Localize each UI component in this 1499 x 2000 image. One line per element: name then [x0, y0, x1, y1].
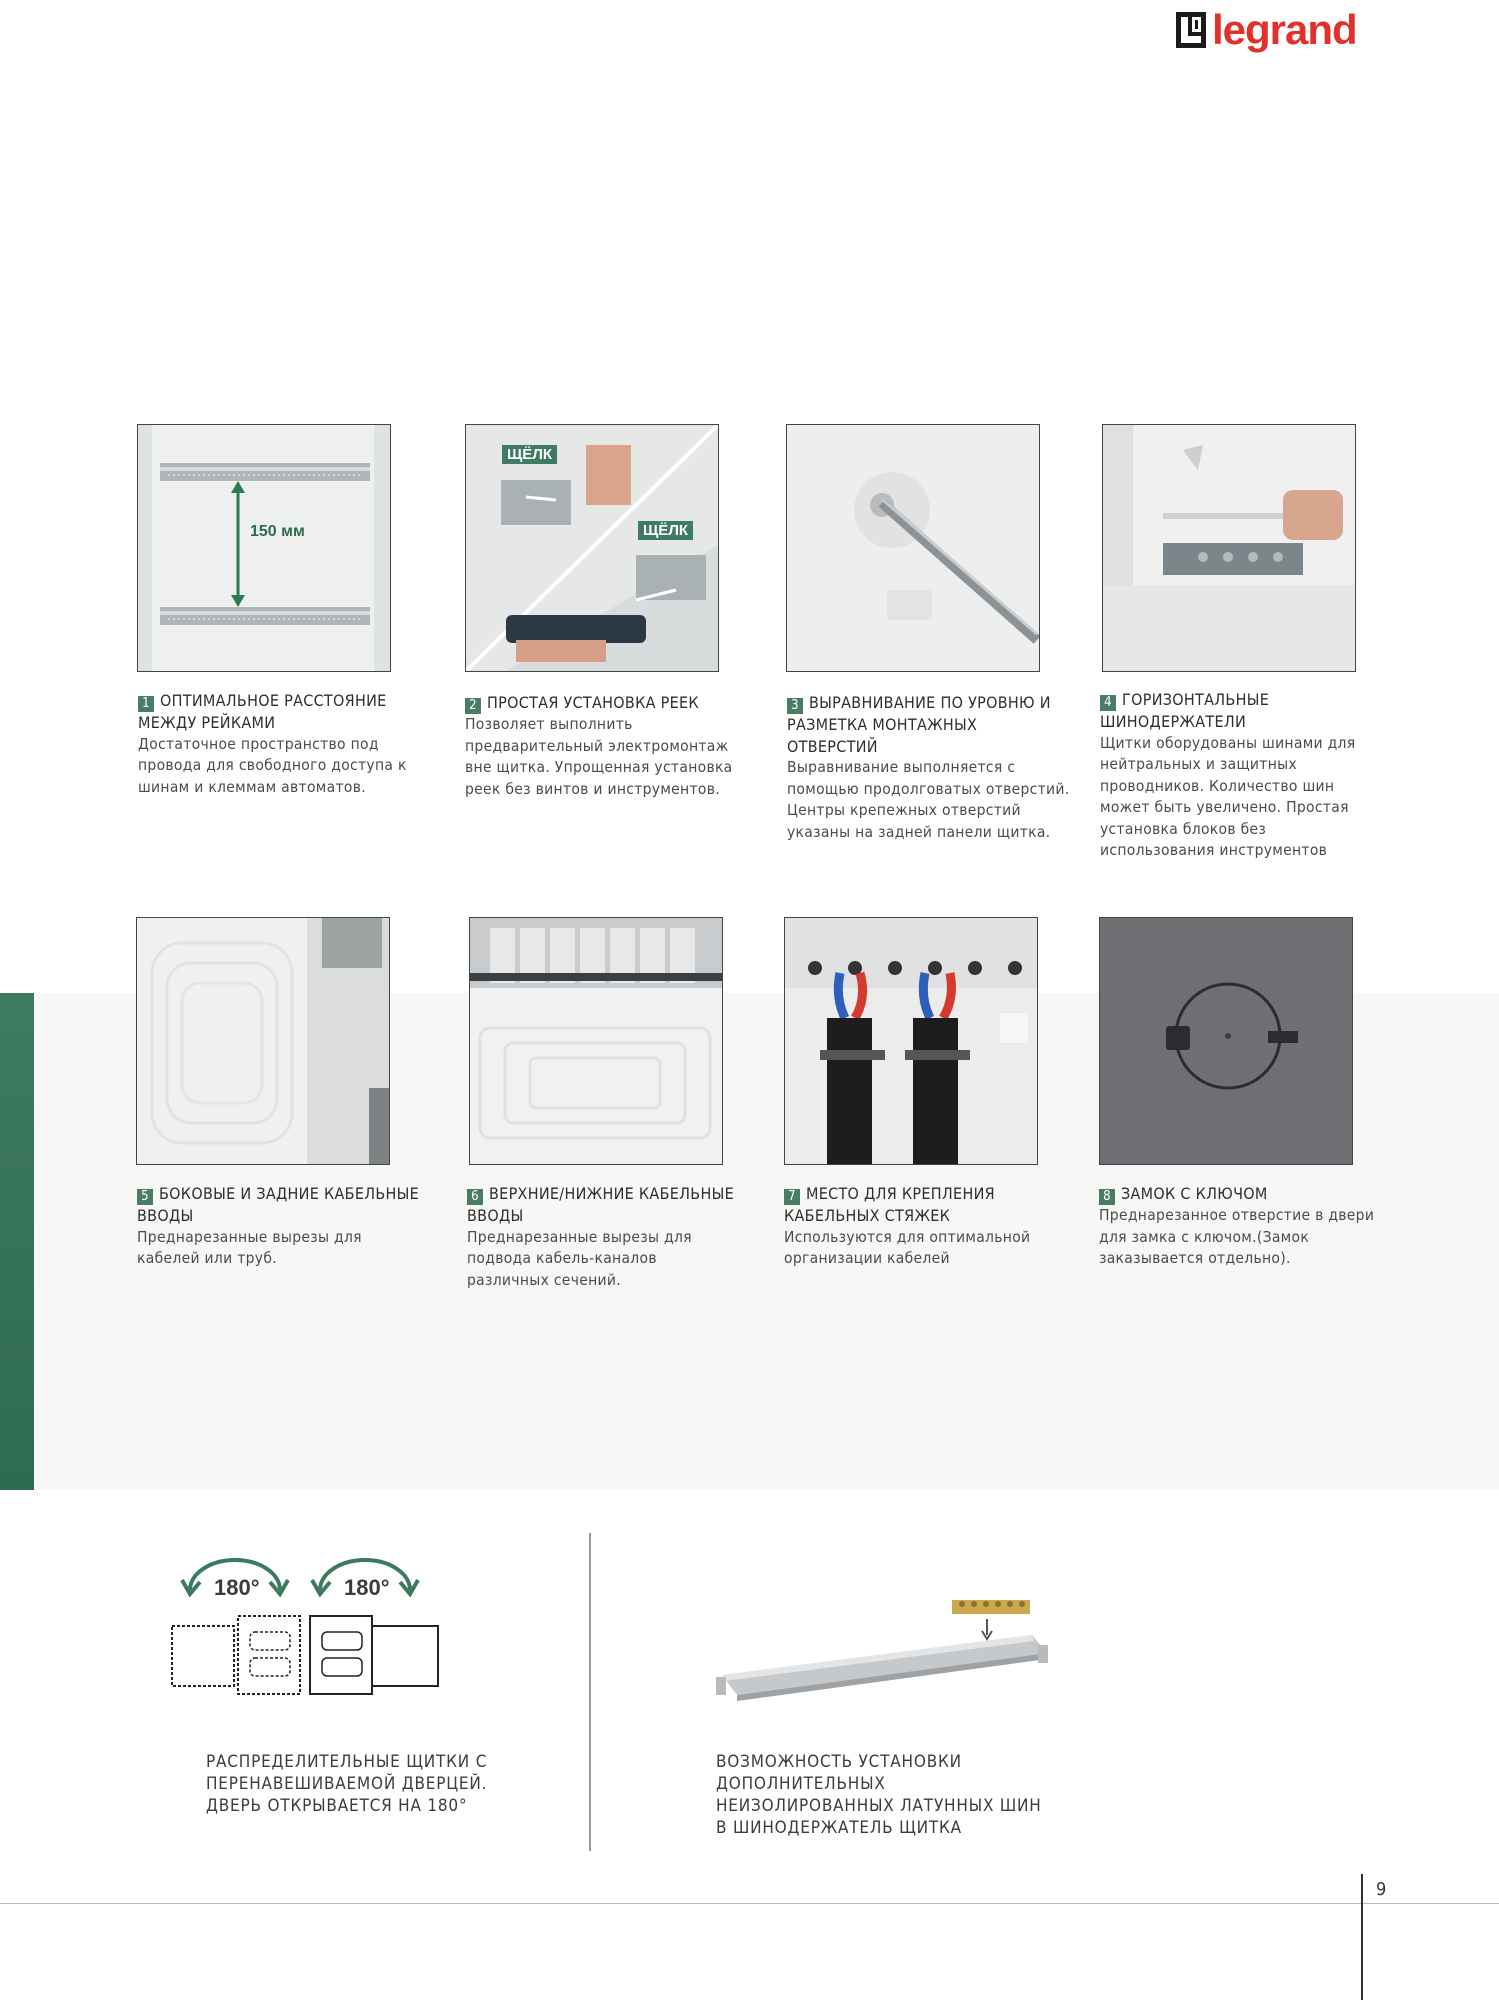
photo-busbar-holder	[1102, 424, 1356, 672]
feature-6-title-text: ВЕРХНИЕ/НИЖНИЕ КАБЕЛЬНЫЕ ВВОДЫ	[467, 1184, 734, 1225]
door-feature-text: РАСПРЕДЕЛИТЕЛЬНЫЕ ЩИТКИ С ПЕРЕНАВЕШИВАЕМОЙ ДВЕРЦЕЙ. ДВЕРЬ ОТКРЫВАЕТСЯ НА 180°	[206, 1752, 488, 1816]
door-rotation-diagram	[170, 1550, 450, 1700]
page-number: 9	[1376, 1879, 1387, 1900]
feature-5-title	[137, 1183, 422, 1227]
rotation-angle-2: 180°	[344, 1575, 390, 1600]
busbar-feature-text: ВОЗМОЖНОСТЬ УСТАНОВКИ ДОПОЛНИТЕЛЬНЫХ НЕИЗОЛИРОВАННЫХ ЛАТУННЫХ ШИН В ШИНОДЕРЖАТЕЛЬ ЩИТКА	[716, 1752, 1042, 1838]
feature-4-title	[1100, 689, 1380, 733]
bottom-divider	[589, 1533, 591, 1851]
photo-level-alignment	[786, 424, 1040, 672]
feature-7-title	[784, 1183, 1054, 1227]
feature-6-title	[467, 1183, 737, 1227]
footer-line	[0, 1903, 1499, 1904]
busbar-holder-image	[712, 1595, 1052, 1705]
feature-1-title	[138, 690, 423, 734]
photo-key-lock	[1099, 917, 1353, 1165]
feature-8-body: Преднарезанное отверстие в двери для замка с ключом.(Замок заказывается отдельно).	[1099, 1206, 1375, 1267]
feature-2-number: 2	[465, 698, 481, 714]
feature-7-title-text: МЕСТО ДЛЯ КРЕПЛЕНИЯ КАБЕЛЬНЫХ СТЯЖЕК	[784, 1184, 995, 1225]
photo-side-cable-entries	[136, 917, 390, 1165]
feature-6-number: 6	[467, 1189, 483, 1205]
feature-3-number: 3	[787, 698, 803, 714]
legrand-logo-mark	[1176, 12, 1206, 48]
feature-5-number: 5	[137, 1189, 153, 1205]
feature-8	[1099, 1183, 1389, 1270]
feature-2	[465, 692, 740, 800]
feature-2-title-text: ПРОСТАЯ УСТАНОВКА РЕЕК	[487, 693, 699, 712]
feature-2-body: Позволяет выполнить предварительный электромонтаж вне щитка. Упрощенная установка реек без винтов и инструментов.	[465, 715, 733, 798]
photo-rail-installation	[465, 424, 719, 672]
feature-6	[467, 1183, 737, 1291]
feature-5	[137, 1183, 422, 1270]
photo-top-bottom-cable-entries	[469, 917, 723, 1165]
feature-3	[787, 692, 1072, 843]
brand-name: legrand	[1212, 6, 1357, 53]
click-label-2: ЩЁЛК	[638, 521, 693, 540]
feature-1	[138, 690, 423, 798]
feature-8-title	[1099, 1183, 1389, 1205]
feature-3-title-text: ВЫРАВНИВАНИЕ ПО УРОВНЮ И РАЗМЕТКА МОНТАЖНЫХ ОТВЕРСТИЙ	[787, 693, 1051, 756]
green-side-bar	[0, 993, 34, 1490]
feature-7-number: 7	[784, 1189, 800, 1205]
feature-6-body: Преднарезанные вырезы для подвода кабель-каналов различных сечений.	[467, 1227, 692, 1289]
feature-1-body: Достаточное пространство под провода для свободного доступа к шинам и клеммам автоматов.	[138, 734, 407, 796]
legrand-logo	[1176, 2, 1357, 58]
feature-4	[1100, 689, 1380, 862]
feature-4-body: Щитки оборудованы шинами для нейтральных и защитных проводников. Количество шин может быть увеличено. Простая установка блоков без использования инструментов	[1100, 733, 1356, 859]
feature-3-body: Выравнивание выполняется с помощью продолговатых отверстий. Центры крепежных отверстий указаны на задней панели щитка.	[787, 758, 1070, 841]
click-label-1: ЩЁЛК	[502, 445, 557, 464]
photo-rail-distance	[137, 424, 391, 672]
feature-1-title-text: ОПТИМАЛЬНОЕ РАССТОЯНИЕ МЕЖДУ РЕЙКАМИ	[138, 691, 387, 732]
rail-distance-label: 150 мм	[250, 523, 305, 540]
feature-8-title-text: ЗАМОК С КЛЮЧОМ	[1121, 1184, 1268, 1203]
page-number-divider	[1361, 1874, 1363, 2000]
feature-2-title	[465, 692, 740, 714]
photo-cable-ties	[784, 917, 1038, 1165]
feature-5-body: Преднарезанные вырезы для кабелей или труб.	[137, 1227, 362, 1267]
feature-7	[784, 1183, 1054, 1270]
feature-4-title-text: ГОРИЗОНТАЛЬНЫЕ ШИНОДЕРЖАТЕЛИ	[1100, 690, 1270, 731]
feature-3-title	[787, 692, 1072, 757]
feature-7-body: Используются для оптимальной организации кабелей	[784, 1227, 1031, 1267]
rotation-angle-1: 180°	[214, 1575, 260, 1600]
feature-8-number: 8	[1099, 1189, 1115, 1205]
feature-4-number: 4	[1100, 695, 1116, 711]
feature-5-title-text: БОКОВЫЕ И ЗАДНИЕ КАБЕЛЬНЫЕ ВВОДЫ	[137, 1184, 420, 1225]
feature-1-number: 1	[138, 696, 154, 712]
